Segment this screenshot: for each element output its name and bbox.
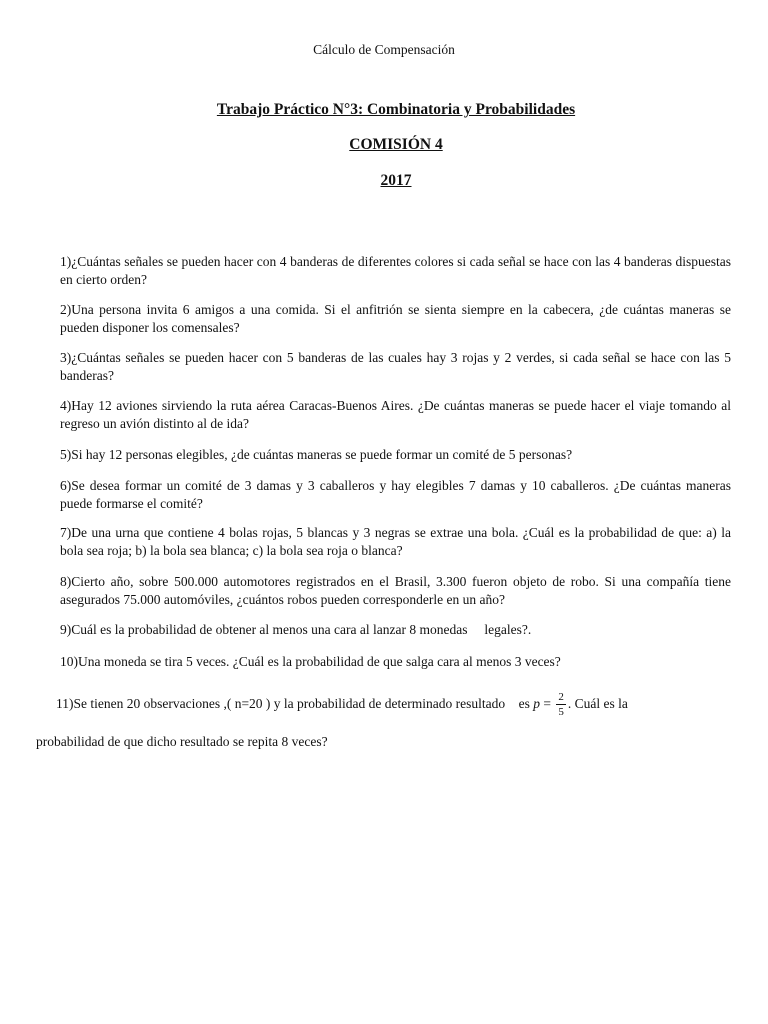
question-11 (36, 690, 736, 751)
probability-variable: p (533, 695, 540, 711)
document-header: Cálculo de Compensación (313, 42, 455, 57)
document-title: Trabajo Práctico N°3: Combinatoria y Probabilidades (216, 101, 576, 118)
question-6: 6)Se desea formar un comité de 3 damas y 3 caballeros y hay elegibles 7 damas y 10 caballeros. ¿De cuántas maneras puede formarse el comité? (60, 478, 731, 511)
question-4: 4)Hay 12 aviones sirviendo la ruta aérea Caracas-Buenos Aires. ¿De cuántas maneras se puede hacer el viaje tomando al regreso un avión distinto al de ida? (60, 398, 731, 431)
fraction-denominator: 5 (558, 706, 564, 718)
question-8: 8)Cierto año, sobre 500.000 automotores registrados en el Brasil, 3.300 fueron objeto de robo. Si una compañía tiene asegurados 75.000 automóviles, ¿cuántos robos pueden corresponderle en un año? (60, 574, 731, 607)
question-7: 7)De una urna que contiene 4 bolas rojas, 5 blancas y 3 negras se extrae una bola. ¿Cuál es la probabilidad de que: a) la bola sea roja; b) la bola sea blanca; c) la bola sea roja o blanca? (60, 525, 731, 558)
question-10: 10)Una moneda se tira 5 veces. ¿Cuál es la probabilidad de que salga cara al menos 3 veces? (60, 654, 561, 669)
year-label: 2017 (380, 172, 412, 189)
question-11-line-1: 11)Se tienen 20 observaciones ,( n=20 ) y la probabilidad de determinado resultado es p = $\frac{2}{5}$ . Cuál es la (56, 691, 628, 718)
question-1: 1)¿Cuántas señales se pueden hacer con 4 banderas de diferentes colores si cada señal se hace con las 4 banderas dispuestas en cierto orden? (60, 254, 731, 287)
question-3: 3)¿Cuántas señales se pueden hacer con 5 banderas de las cuales hay 3 rojas y 2 verdes, si cada señal se hace con las 5 banderas? (60, 350, 731, 383)
question-9: 9)Cuál es la probabilidad de obtener al menos una cara al lanzar 8 monedas legales?. (60, 622, 532, 637)
fraction-numerator: 2 (558, 691, 564, 703)
fraction (556, 690, 566, 719)
question-2: 2)Una persona invita 6 amigos a una comida. Si el anfitrión se sienta siempre en la cabecera, ¿de cuántas maneras se pueden disponer los comensales? (60, 302, 731, 335)
question-5: 5)Si hay 12 personas elegibles, ¿de cuántas maneras se puede formar un comité de 5 personas? (60, 447, 573, 462)
commission-label: COMISIÓN 4 (349, 136, 443, 153)
question-11-line-2: probabilidad de que dicho resultado se repita 8 veces? (36, 734, 328, 749)
